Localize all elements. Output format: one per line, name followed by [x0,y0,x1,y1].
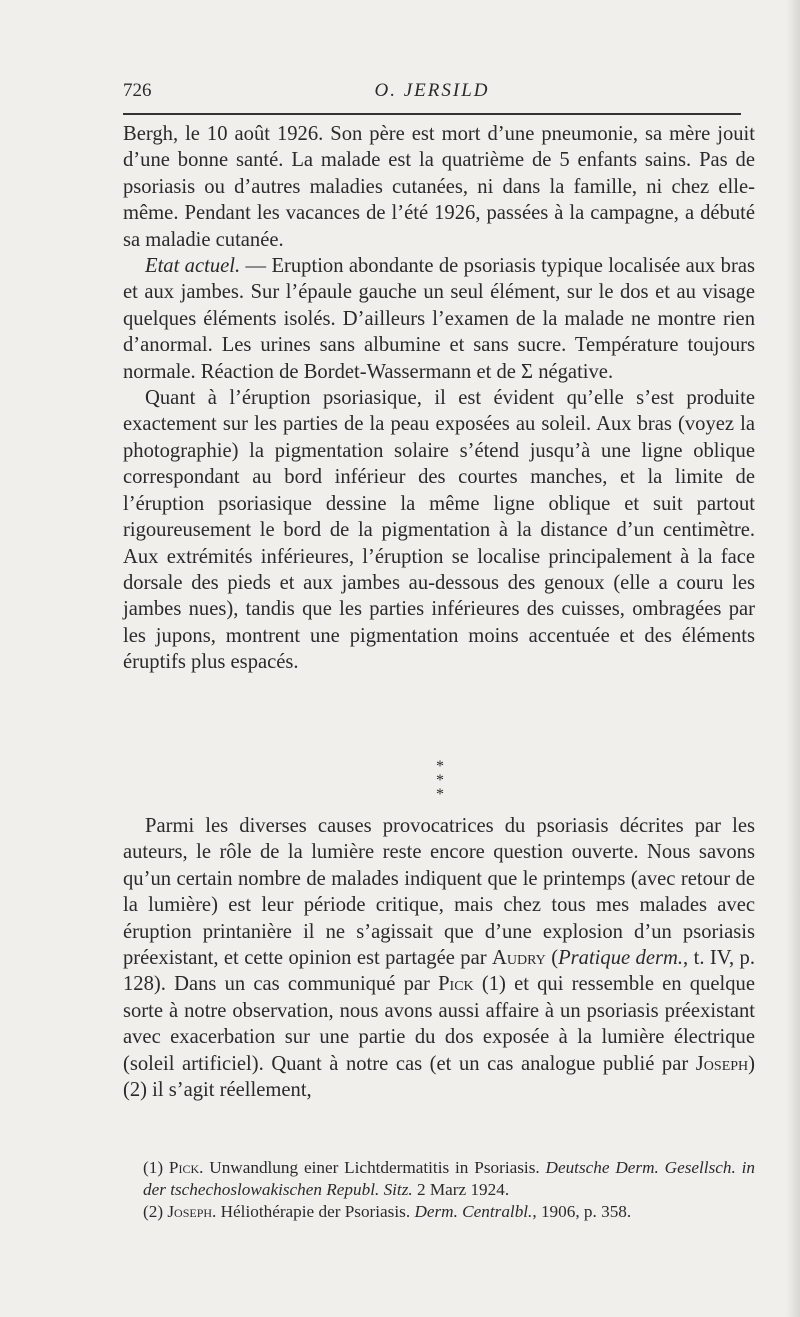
footnote-2-date: , 1906, p. 358. [532,1202,632,1221]
paragraph-discussion [123,813,755,1103]
discussion-section [123,813,755,1103]
discussion-text-4: (1) et qui ressemble en quelque sorte à notre observation, nous avons aussi affaire à un psoriasis préexistant avec exacerbation sur une partie du dos exposée à la lumière électrique (soleil artificiel). Quant à notre cas (et un cas analogue publié par [123,973,755,1075]
paragraph-current-state [123,253,755,385]
footnote-1 [123,1157,755,1201]
footnote-1-date: 2 Marz 1924. [412,1180,510,1199]
current-state-text: — Eruption abondante de psoriasis typique localisée aux bras et aux jambes. Sur l’épaule gauche un seul élément, sur le dos et au visage quelques éléments isolés. D’ailleurs l’examen de la malade ne montre rien d’anormal. Les urines sans albumine et sans sucre. Température toujours normale. Réaction de Bordet-Wassermann et de Σ négative. [123,255,755,383]
asterism-bottom: * * [436,772,451,803]
author-audry: Audry [492,947,546,970]
running-head: O. JERSILD [374,80,490,101]
footnote-2-author: Joseph [167,1202,213,1221]
observation-section [123,121,755,676]
discussion-text-5: ) (2) il s’agit réellement, [123,1052,755,1102]
footnote-1-number: (1) [143,1158,169,1177]
paragraph-history: Bergh, le 10 août 1926. Son père est mort d’une pneumonie, sa mère jouit d’une bonne santé. La malade est la quatrième de 5 enfants sains. Pas de psoriasis ou d’autres maladies cutanées, ni dans la famille, ni chez elle-même. Pendant les vacances de l’été 1926, passées à la campagne, a débuté sa maladie cutanée. [123,123,755,251]
current-state-heading: Etat actuel. [145,255,241,278]
discussion-text-1: Parmi les diverses causes provocatrices du psoriasis décrites par les auteurs, le rôle de la lumière reste encore question ouverte. Nous savons qu’un certain nombre de malades indiquent que le printemps (avec retour de la lumière) est leur période critique, mais chez tous mes malades avec éruption printanière il ne s’agissait que d’une explosion d’un psoriasis préexistant, et cette opinion est partagée par [123,815,755,970]
footnote-2-number: (2) [143,1202,168,1221]
section-separator-asterism [420,760,460,802]
footnote-2-title: . Héliothérapie der Psoriasis. [212,1202,415,1221]
discussion-text-3: , t. IV, p. 128). Dans un cas communiqué par [123,947,755,996]
journal-pratique-derm: Pratique derm. [558,947,684,970]
page-edge-shadow [786,0,800,1317]
author-pick: Pick [438,973,474,996]
footnote-1-journal: Deutsche Derm. Gesellsch. in der tschechoslowakischen Republ. Sitz. [143,1158,756,1199]
header-rule [123,113,741,115]
asterism-top: * [436,758,444,775]
page-number: 726 [123,80,152,101]
author-joseph: Joseph [695,1052,749,1075]
discussion-text-2: ( [545,947,559,970]
footnote-2-journal: Derm. Centralbl. [414,1202,533,1221]
paragraph-eruption: Quant à l’éruption psoriasique, il est évident qu’elle s’est produite exactement sur les parties de la peau exposées au soleil. Aux bras (voyez la photographie) la pigmentation solaire s’étend jusqu’à une ligne oblique correspondant au bord inférieur des courtes manches, et la limite de l’éruption psoriasique dessine la même ligne oblique et suit partout rigoureusement le bord de la pigmentation à la distance d’un centimètre. Aux extrémités inférieures, l’éruption se localise principalement à la face dorsale des pieds et aux jambes au-dessous des genoux (elle a couru les jambes nues), tandis que les parties inférieures des cuisses, ombragées par les jupons, montrent une pigmentation moins accentuée et des éléments éruptifs plus espacés. [123,387,755,674]
footnotes [123,1157,755,1223]
footnote-1-title: . Unwandlung einer Lichtdermatitis in Psoriasis. [199,1158,546,1177]
footnote-1-author: Pick [168,1158,200,1177]
page-header [123,76,741,106]
footnote-2 [123,1201,755,1223]
